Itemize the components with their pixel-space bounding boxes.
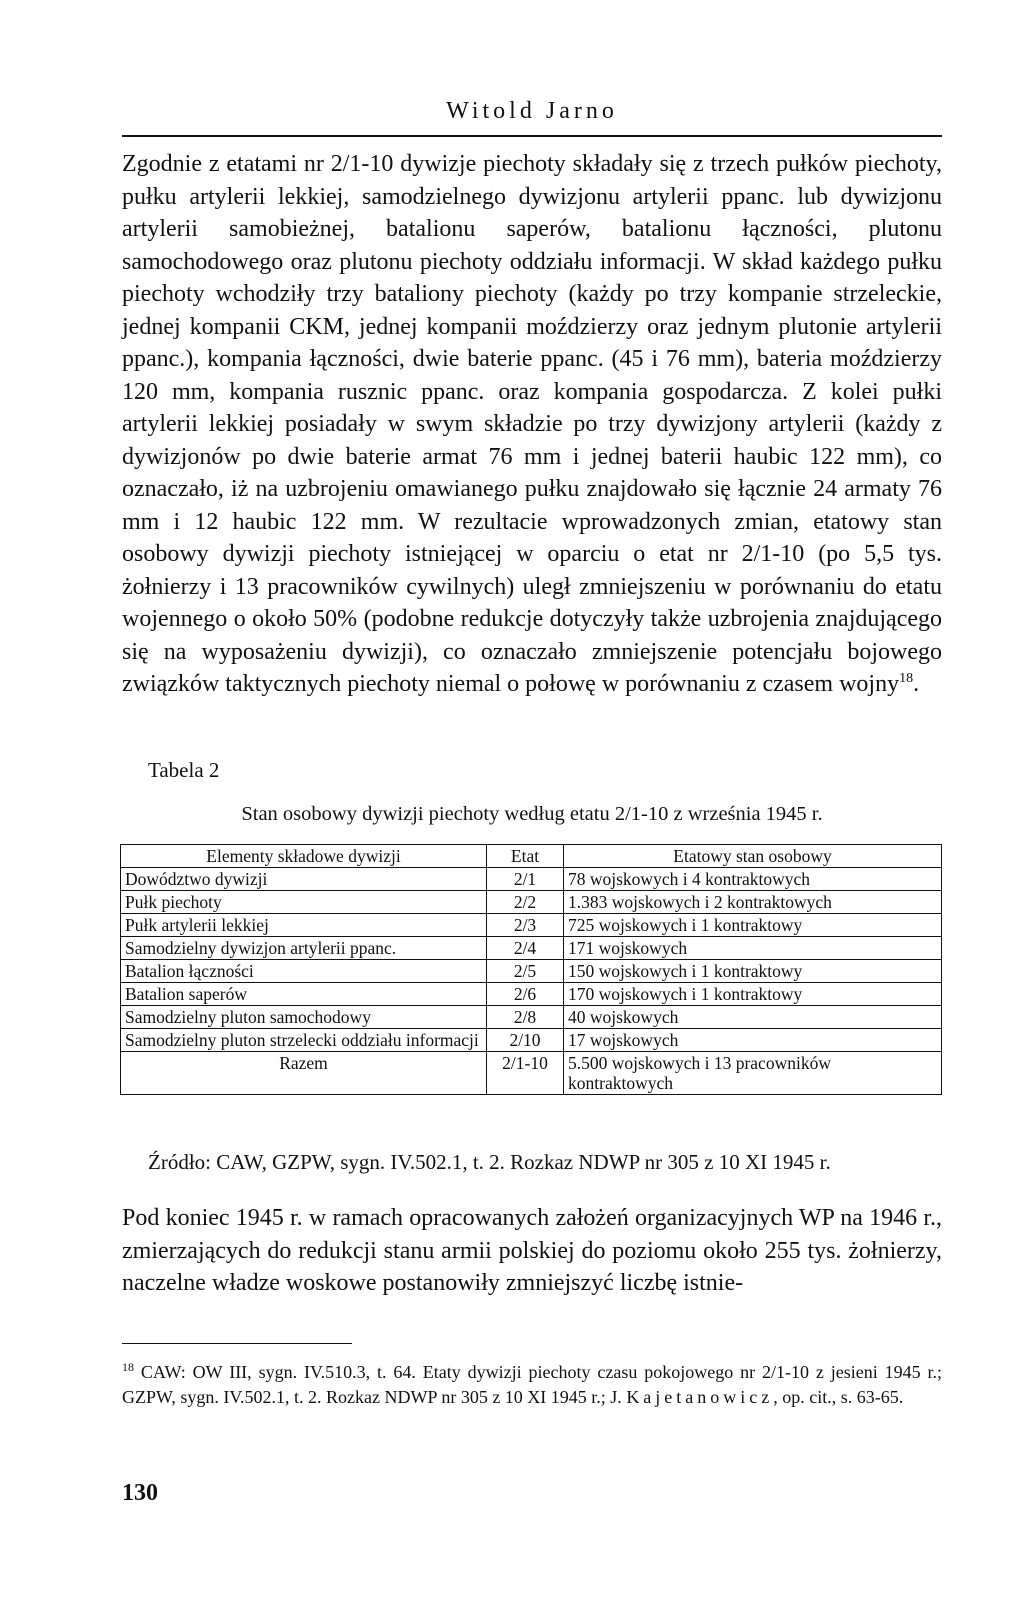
cell-etat: 2/6 (487, 983, 564, 1006)
table-row (121, 1029, 942, 1052)
cell-element: Samodzielny dywizjon artylerii ppanc. (121, 937, 487, 960)
footnote-author: Kajetanowicz (626, 1387, 774, 1407)
footnote-text: CAW: OW III, sygn. IV.510.3, t. 64. Etaty dywizji piechoty czasu pokojowego nr 2/1-10 z jesieni 1945 r.; GZPW, sygn. IV.502.1, t. 2. Rozkaz NDWP nr 305 z 10 XI 1945 r.; J. (122, 1362, 942, 1407)
header-cell-elements: Elementy składowe dywizji (121, 845, 487, 868)
cell-element: Batalion saperów (121, 983, 487, 1006)
table-row (121, 937, 942, 960)
table-source: Źródło: CAW, GZPW, sygn. IV.502.1, t. 2. Rozkaz NDWP nr 305 z 10 XI 1945 r. (148, 1150, 831, 1174)
cell-staff: 171 wojskowych (564, 937, 942, 960)
page-number: 130 (122, 1480, 158, 1506)
header-cell-etat: Etat (487, 845, 564, 868)
cell-staff-total: 5.500 wojskowych i 13 pracowników kontraktowych (564, 1052, 942, 1095)
cell-staff: 150 wojskowych i 1 kontraktowy (564, 960, 942, 983)
cell-etat: 2/4 (487, 937, 564, 960)
cell-staff: 170 wojskowych i 1 kontraktowy (564, 983, 942, 1006)
table-header-row (121, 845, 942, 868)
cell-staff: 725 wojskowych i 1 kontraktowy (564, 914, 942, 937)
personnel-table (120, 844, 942, 1095)
paragraph-1-end: . (913, 671, 920, 697)
paragraph-1-text: Zgodnie z etatami nr 2/1-10 dywizje piechoty składały się z trzech pułków piechoty, pułku artylerii lekkiej, samodzielnego dywizjonu artylerii ppanc. lub dywizjonu artylerii samobieżnej, batalionu saperów, batalionu łączności, plutonu samochodowego oraz plutonu piechoty oddziału informacji. W skład każdego pułku piechoty wchodziły trzy bataliony piechoty (każdy po trzy kompanie strzeleckie, jednej kompanii CKM, jednej kompanii moździerzy oraz jednym plutonie artylerii ppanc.), kompania łączności, dwie baterie ppanc. (45 i 76 mm), bateria moździerzy 120 mm, kompania rusznic ppanc. oraz kompania gospodarcza. Z kolei pułki artylerii lekkiej posiadały w swym składzie po trzy dywizjony artylerii (każdy z dywizjonów po dwie baterie armat 76 mm i jednej baterii haubic 122 mm), co oznaczało, iż na uzbrojeniu omawianego pułku znajdowało się łącznie 24 armaty 76 mm i 12 haubic 122 mm. W rezultacie wprowadzonych zmian, etatowy stan osobowy dywizji piechoty istniejącej w oparciu o etat nr 2/1-10 (po 5,5 tys. żołnierzy i 13 pracowników cywilnych) uległ zmniejszeniu w porównaniu do etatu wojennego o około 50% (podobne redukcje dotyczyły także uzbrojenia znajdującego się na wyposażeniu dywizji), co oznaczało zmniejszenie potencjału bojowego związków taktycznych piechoty niemal o połowę w porównaniu z czasem wojny (122, 151, 942, 697)
cell-element: Pułk artylerii lekkiej (121, 914, 487, 937)
cell-staff: 1.383 wojskowych i 2 kontraktowych (564, 891, 942, 914)
footnote-rule (122, 1343, 352, 1344)
footnote-tail: , op. cit., s. 63-65. (773, 1387, 904, 1407)
table-row (121, 914, 942, 937)
cell-etat: 2/3 (487, 914, 564, 937)
cell-element: Pułk piechoty (121, 891, 487, 914)
cell-element: Samodzielny pluton samochodowy (121, 1006, 487, 1029)
table-row (121, 891, 942, 914)
table-total-row (121, 1052, 942, 1095)
paragraph-1 (122, 148, 942, 701)
cell-etat: 2/10 (487, 1029, 564, 1052)
table-row (121, 983, 942, 1006)
cell-staff: 40 wojskowych (564, 1006, 942, 1029)
header-rule (122, 135, 942, 137)
running-head: Witold Jarno (446, 98, 618, 124)
footnote-18 (122, 1360, 942, 1410)
cell-element-total: Razem (121, 1052, 487, 1095)
cell-element: Batalion łączności (121, 960, 487, 983)
cell-etat: 2/5 (487, 960, 564, 983)
cell-element: Dowództwo dywizji (121, 868, 487, 891)
header-cell-staff: Etatowy stan osobowy (564, 845, 942, 868)
cell-staff: 78 wojskowych i 4 kontraktowych (564, 868, 942, 891)
cell-etat: 2/1 (487, 868, 564, 891)
table-row (121, 868, 942, 891)
table-label: Tabela 2 (148, 758, 220, 782)
table-row (121, 960, 942, 983)
table-caption: Stan osobowy dywizji piechoty według etatu 2/1-10 z września 1945 r. (241, 803, 823, 825)
cell-etat: 2/8 (487, 1006, 564, 1029)
footnote-number: 18 (122, 1360, 134, 1374)
paragraph-2: Pod koniec 1945 r. w ramach opracowanych założeń organizacyjnych WP na 1946 r., zmierzających do redukcji stanu armii polskiej do poziomu około 255 tys. żołnierzy, naczelne władze woskowe postanowiły zmniejszyć liczbę istnie- (122, 1205, 942, 1296)
cell-staff: 17 wojskowych (564, 1029, 942, 1052)
table-row (121, 1006, 942, 1029)
cell-etat-total: 2/1-10 (487, 1052, 564, 1095)
footnote-reference[interactable]: 18 (899, 671, 914, 686)
cell-etat: 2/2 (487, 891, 564, 914)
cell-element: Samodzielny pluton strzelecki oddziału informacji (121, 1029, 487, 1052)
